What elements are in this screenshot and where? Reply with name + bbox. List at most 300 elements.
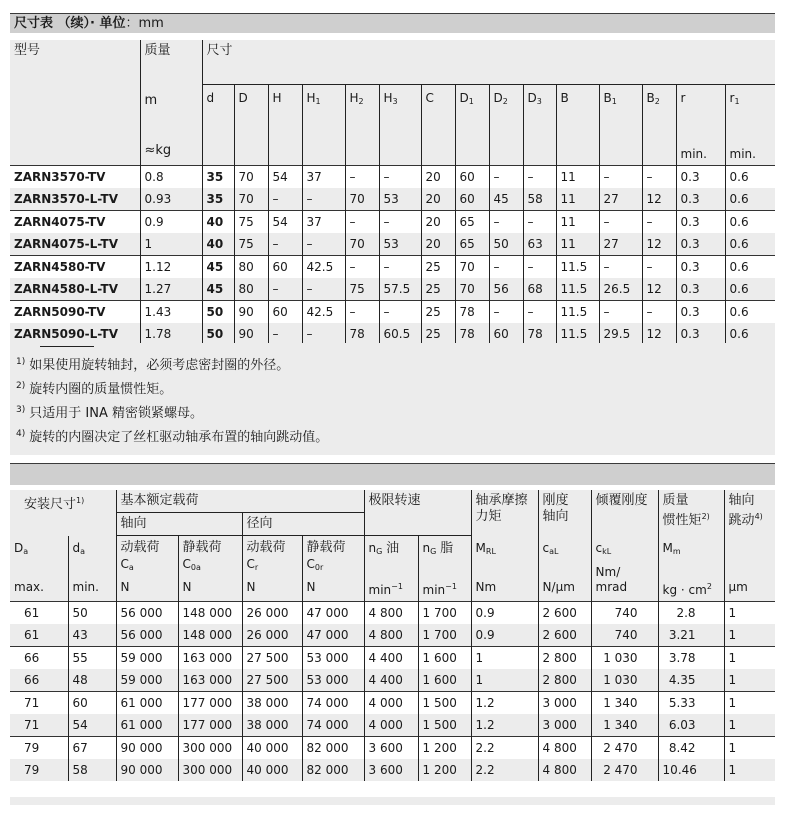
table-cell: 1.12: [140, 256, 202, 279]
table-cell: 0.3: [676, 233, 725, 256]
unit-nG-oil: $\min^{-1}$: [364, 576, 418, 602]
table-cell: 54: [68, 714, 116, 737]
table-cell: 740: [591, 602, 658, 625]
table-cell: 58: [68, 759, 116, 781]
table-cell: 29.5: [599, 323, 642, 345]
table-cell: 27: [599, 233, 642, 256]
header-blank: [455, 143, 489, 166]
table-cell: 26 000: [242, 624, 302, 647]
table-cell: 0.9: [471, 624, 538, 647]
table-cell: 11: [556, 166, 599, 189]
header-col-b2: $B_2$: [642, 85, 676, 144]
table-cell: 1 340: [591, 692, 658, 715]
table-cell: 70: [345, 188, 379, 211]
table-cell: 0.3: [676, 256, 725, 279]
header-col-d: D: [234, 85, 268, 144]
footnote-text: 只适用于 INA 精密锁紧螺母。: [29, 406, 203, 421]
table-row: [10, 737, 775, 760]
table-row: [10, 166, 775, 189]
table-row: [10, 624, 775, 647]
table-cell: 3 000: [538, 692, 591, 715]
header-mount: [10, 490, 116, 536]
header-da: $d_a$: [68, 536, 116, 577]
header-blank: [556, 143, 599, 166]
table-cell: 61 000: [116, 714, 178, 737]
table-cell: 79: [10, 759, 68, 781]
footnote-text: 旋转内圈的质量惯性矩。: [29, 382, 173, 397]
header-nG-grease: $n_G$ 脂: [418, 536, 471, 577]
table-cell: 53: [379, 233, 421, 256]
table-cell: 25: [421, 278, 455, 301]
table-cell: 1: [471, 669, 538, 692]
table-cell: 0.6: [725, 188, 775, 211]
table-cell: 26 000: [242, 602, 302, 625]
table-cell: 70: [234, 188, 268, 211]
header-inertia-l2: 惯性矩: [662, 513, 702, 528]
table-cell: 37: [302, 211, 345, 234]
header-Ca: 动载荷 $C_a$: [116, 536, 178, 577]
table-cell: 2.2: [471, 759, 538, 781]
header-blank: [202, 143, 234, 166]
header-runout: [724, 490, 775, 536]
table-cell: 53 000: [302, 647, 364, 670]
header-C0r: 静载荷 $C_{0r}$: [302, 536, 364, 577]
table-cell: 45: [489, 188, 523, 211]
table-cell: –: [523, 301, 556, 324]
table-cell: 8.42: [658, 737, 724, 760]
table-cell: –: [268, 188, 302, 211]
table-cell: 4.35: [658, 669, 724, 692]
table-cell: 2 800: [538, 669, 591, 692]
table-cell: 55: [68, 647, 116, 670]
table-cell: 4 400: [364, 647, 418, 670]
table-cell: 1.43: [140, 301, 202, 324]
footnotes: [10, 343, 775, 455]
table-cell: 20: [421, 211, 455, 234]
header-blank: [234, 143, 268, 166]
header-mount-label: 安装尺寸: [24, 497, 77, 512]
table-cell: 42.5: [302, 301, 345, 324]
table-cell: 20: [421, 188, 455, 211]
table-cell: 1: [140, 233, 202, 256]
header-mass: [140, 40, 202, 166]
table-cell: 35: [202, 188, 234, 211]
unit-Cr: N: [242, 576, 302, 602]
table-cell: 38 000: [242, 714, 302, 737]
table-cell: 1.2: [471, 714, 538, 737]
header-col-h2: $H_2$: [345, 85, 379, 144]
table-cell: 148 000: [178, 602, 242, 625]
table-cell: 0.6: [725, 233, 775, 256]
footnote-mark: 4): [16, 429, 26, 439]
table-cell: 26.5: [599, 278, 642, 301]
header-model: 型号: [10, 40, 140, 166]
table-cell: 4 000: [364, 692, 418, 715]
table-cell: 65: [455, 233, 489, 256]
table-cell: 12: [642, 188, 676, 211]
unit-r1: min.: [725, 143, 775, 166]
header-col-b: B: [556, 85, 599, 144]
table-cell: 300 000: [178, 737, 242, 760]
unit-caL: N/µm: [538, 576, 591, 602]
header-blank: [268, 143, 302, 166]
table-cell: –: [523, 166, 556, 189]
table-cell: –: [345, 166, 379, 189]
table-cell: 35: [202, 166, 234, 189]
table-cell: –: [302, 188, 345, 211]
header-col-d: d: [202, 85, 234, 144]
dimension-table: [10, 40, 775, 345]
table-cell: 63: [523, 233, 556, 256]
table-row: [10, 188, 775, 211]
table-cell: 1.2: [471, 692, 538, 715]
header-ckL: $c_{kL}$: [591, 536, 658, 577]
unit-Da: max.: [10, 576, 68, 602]
header-friction: [471, 490, 538, 536]
header-col-h1: $H_1$: [302, 85, 345, 144]
footnote-rule: [40, 346, 94, 347]
header-Cr: 动载荷 $C_r$: [242, 536, 302, 577]
table-cell: 0.3: [676, 188, 725, 211]
table-row: [10, 669, 775, 692]
model-cell: ZARN4580-L-TV: [10, 278, 140, 301]
table-row: [10, 233, 775, 256]
table-cell: 1 340: [591, 714, 658, 737]
table-cell: –: [379, 211, 421, 234]
table-cell: 27 500: [242, 647, 302, 670]
table-cell: –: [642, 301, 676, 324]
header-col-h3: $H_3$: [379, 85, 421, 144]
table-cell: 56 000: [116, 624, 178, 647]
unit-ckL: Nm/ mrad: [591, 576, 658, 602]
table-cell: 78: [455, 301, 489, 324]
table-cell: 1: [724, 602, 775, 625]
table-cell: 740: [591, 624, 658, 647]
table-cell: 3 600: [364, 759, 418, 781]
table-cell: 1: [724, 692, 775, 715]
table-cell: 12: [642, 278, 676, 301]
table-cell: 2 800: [538, 647, 591, 670]
header-stiffness-l1: 刚度: [542, 493, 569, 508]
header-load: 基本额定载荷: [116, 490, 364, 513]
table-cell: 59 000: [116, 669, 178, 692]
table-cell: –: [599, 211, 642, 234]
header-col-h: H: [268, 85, 302, 144]
table-cell: 42.5: [302, 256, 345, 279]
header-blank: [642, 143, 676, 166]
table-cell: 2 600: [538, 602, 591, 625]
table-cell: 54: [268, 166, 302, 189]
table-cell: 177 000: [178, 714, 242, 737]
model-cell: ZARN3570-TV: [10, 166, 140, 189]
model-cell: ZARN5090-TV: [10, 301, 140, 324]
table-cell: 11.5: [556, 256, 599, 279]
table-cell: 78: [523, 323, 556, 345]
footnote-mark: 1): [76, 496, 85, 505]
header-blank: [302, 143, 345, 166]
footnote: [16, 400, 775, 424]
table-cell: 66: [10, 647, 68, 670]
table-cell: 25: [421, 323, 455, 345]
table-cell: 1 200: [418, 737, 471, 760]
table-cell: 57.5: [379, 278, 421, 301]
table-cell: 90 000: [116, 759, 178, 781]
table-cell: 65: [455, 211, 489, 234]
table-cell: –: [599, 166, 642, 189]
table-cell: 61: [10, 602, 68, 625]
header-inertia: [658, 490, 724, 536]
table-cell: 12: [642, 233, 676, 256]
header-col-d1: $D_1$: [455, 85, 489, 144]
table-cell: 61 000: [116, 692, 178, 715]
header-blank: [379, 143, 421, 166]
table-cell: 1: [724, 647, 775, 670]
footnote: [16, 376, 775, 400]
table-cell: 78: [345, 323, 379, 345]
table-cell: 0.9: [140, 211, 202, 234]
table-cell: 78: [455, 323, 489, 345]
table-cell: 82 000: [302, 737, 364, 760]
table-cell: 177 000: [178, 692, 242, 715]
table-cell: 1 030: [591, 669, 658, 692]
header-MRL: $M_{RL}$: [471, 536, 538, 577]
table-cell: –: [302, 233, 345, 256]
table-cell: –: [345, 256, 379, 279]
table-cell: 45: [202, 256, 234, 279]
table-cell: 38 000: [242, 692, 302, 715]
table-cell: 45: [202, 278, 234, 301]
table-cell: 11: [556, 233, 599, 256]
header-axial: 轴向: [116, 513, 242, 536]
table-cell: 0.93: [140, 188, 202, 211]
footnote-mark: 3): [16, 405, 26, 415]
table-cell: 60: [489, 323, 523, 345]
table-cell: 1: [724, 624, 775, 647]
table-cell: 2 470: [591, 737, 658, 760]
table-cell: 60: [455, 188, 489, 211]
table-cell: 0.3: [676, 211, 725, 234]
header-speed: 极限转速: [364, 490, 471, 536]
table-cell: –: [599, 301, 642, 324]
table-cell: 300 000: [178, 759, 242, 781]
table-cell: 70: [455, 278, 489, 301]
header-Da: $D_a$: [10, 536, 68, 577]
table-cell: 48: [68, 669, 116, 692]
table-cell: 163 000: [178, 669, 242, 692]
table-cell: –: [642, 211, 676, 234]
table-cell: –: [345, 211, 379, 234]
header-caL: $c_{aL}$: [538, 536, 591, 577]
table-cell: 82 000: [302, 759, 364, 781]
table-cell: –: [379, 256, 421, 279]
table-row: [10, 301, 775, 324]
table-cell: 90 000: [116, 737, 178, 760]
table-cell: –: [489, 256, 523, 279]
table-row: [10, 602, 775, 625]
unit-Mm: kg · $cm^2$: [658, 576, 724, 602]
table-cell: 3.21: [658, 624, 724, 647]
table-cell: 56: [489, 278, 523, 301]
model-cell: ZARN4075-L-TV: [10, 233, 140, 256]
table-cell: 58: [523, 188, 556, 211]
table-cell: –: [268, 278, 302, 301]
table-cell: 1 030: [591, 647, 658, 670]
table-cell: 1: [724, 669, 775, 692]
table-cell: –: [302, 278, 345, 301]
title-text: 尺寸表 （续）· 单位: [14, 16, 126, 31]
table-cell: 0.6: [725, 278, 775, 301]
table-cell: 40 000: [242, 759, 302, 781]
header-blank: [599, 143, 642, 166]
header-col-d3: $D_3$: [523, 85, 556, 144]
table-cell: 70: [234, 166, 268, 189]
table-cell: 60.5: [379, 323, 421, 345]
footnote-text: 旋转的内圈决定了丝杠驱动轴承布置的轴向跳动值。: [29, 430, 329, 445]
table-cell: 80: [234, 278, 268, 301]
footnote: [16, 352, 775, 376]
header-radial: 径向: [242, 513, 364, 536]
table-cell: 25: [421, 301, 455, 324]
table-cell: 37: [302, 166, 345, 189]
table-cell: 75: [234, 233, 268, 256]
table-cell: 20: [421, 166, 455, 189]
table-cell: 40 000: [242, 737, 302, 760]
model-cell: ZARN5090-L-TV: [10, 323, 140, 345]
table-cell: 70: [455, 256, 489, 279]
table-cell: 2 600: [538, 624, 591, 647]
header-mass-unit: ≈kg: [144, 143, 172, 158]
header-blank: [489, 143, 523, 166]
table-cell: –: [642, 256, 676, 279]
table-cell: 4 800: [364, 602, 418, 625]
table-cell: 163 000: [178, 647, 242, 670]
table-cell: –: [489, 301, 523, 324]
table-cell: 1 700: [418, 602, 471, 625]
table-cell: 40: [202, 211, 234, 234]
table-row: [10, 278, 775, 301]
table-cell: 10.46: [658, 759, 724, 781]
unit-Ca: N: [116, 576, 178, 602]
header-blank: [345, 143, 379, 166]
table-cell: 40: [202, 233, 234, 256]
table-cell: 1 200: [418, 759, 471, 781]
table-cell: 54: [268, 211, 302, 234]
header-inertia-l1: 质量: [662, 493, 689, 508]
table-cell: 6.03: [658, 714, 724, 737]
table-cell: 67: [68, 737, 116, 760]
table-cell: 75: [234, 211, 268, 234]
table-cell: 1 700: [418, 624, 471, 647]
header-col-r1: $r_1$: [725, 85, 775, 144]
table-cell: 148 000: [178, 624, 242, 647]
table-cell: –: [523, 211, 556, 234]
table-cell: –: [642, 166, 676, 189]
table-cell: 59 000: [116, 647, 178, 670]
table-row: [10, 714, 775, 737]
header-nG-oil: $n_G$ 油: [364, 536, 418, 577]
header-col-c: C: [421, 85, 455, 144]
footnote-mark: 4): [754, 512, 763, 521]
section-title: [10, 13, 775, 33]
table-cell: 5.33: [658, 692, 724, 715]
footnote-mark: 1): [16, 357, 26, 367]
title-unit: ：mm: [125, 16, 164, 31]
table-row: [10, 759, 775, 781]
table-cell: 1: [724, 737, 775, 760]
table-cell: 79: [10, 737, 68, 760]
table-cell: 0.8: [140, 166, 202, 189]
table-row: [10, 692, 775, 715]
table-cell: 11.5: [556, 323, 599, 345]
table-row: [10, 256, 775, 279]
table-cell: 53 000: [302, 669, 364, 692]
footnote-mark: 2): [701, 512, 710, 521]
table-cell: 60: [268, 256, 302, 279]
table-cell: 0.3: [676, 278, 725, 301]
header-stiffness-l2: 轴向: [542, 509, 569, 524]
header-dimensions: 尺寸: [202, 40, 775, 85]
table-cell: 47 000: [302, 602, 364, 625]
header-friction-l2: 力矩: [475, 509, 502, 524]
table-cell: –: [379, 301, 421, 324]
model-cell: ZARN4075-TV: [10, 211, 140, 234]
table-cell: 50: [202, 323, 234, 345]
table-cell: 75: [345, 278, 379, 301]
table-cell: 1 500: [418, 714, 471, 737]
table-row: [10, 647, 775, 670]
table-cell: –: [523, 256, 556, 279]
table-cell: 70: [345, 233, 379, 256]
table-cell: 3 000: [538, 714, 591, 737]
section-bar: [10, 463, 775, 485]
header-stiffness: [538, 490, 591, 536]
table-cell: –: [268, 323, 302, 345]
header-blank: [523, 143, 556, 166]
table-cell: 60: [455, 166, 489, 189]
model-cell: ZARN3570-L-TV: [10, 188, 140, 211]
header-tilt: 倾覆刚度: [591, 490, 658, 536]
table-cell: 68: [523, 278, 556, 301]
table-cell: –: [345, 301, 379, 324]
footnote: [16, 424, 775, 448]
header-runout-sym: [724, 536, 775, 577]
table-cell: 0.6: [725, 211, 775, 234]
table-cell: 1 600: [418, 669, 471, 692]
table-cell: 56 000: [116, 602, 178, 625]
table-cell: 60: [268, 301, 302, 324]
table-cell: 4 000: [364, 714, 418, 737]
table-cell: 1: [471, 647, 538, 670]
table-cell: 4 400: [364, 669, 418, 692]
header-mass-label: 质量: [144, 43, 171, 58]
load-rating-table: [10, 490, 775, 781]
table-cell: 0.3: [676, 301, 725, 324]
header-col-d2: $D_2$: [489, 85, 523, 144]
table-cell: 0.6: [725, 256, 775, 279]
table-cell: 90: [234, 323, 268, 345]
unit-da: min.: [68, 576, 116, 602]
footnote-mark: 2): [16, 381, 26, 391]
table-cell: 0.6: [725, 166, 775, 189]
table-cell: 90: [234, 301, 268, 324]
table-cell: 11.5: [556, 278, 599, 301]
table-cell: 43: [68, 624, 116, 647]
table-cell: 1.78: [140, 323, 202, 345]
table-row: [10, 211, 775, 234]
table-cell: –: [599, 256, 642, 279]
unit-C0r: N: [302, 576, 364, 602]
table-cell: 4 800: [538, 737, 591, 760]
